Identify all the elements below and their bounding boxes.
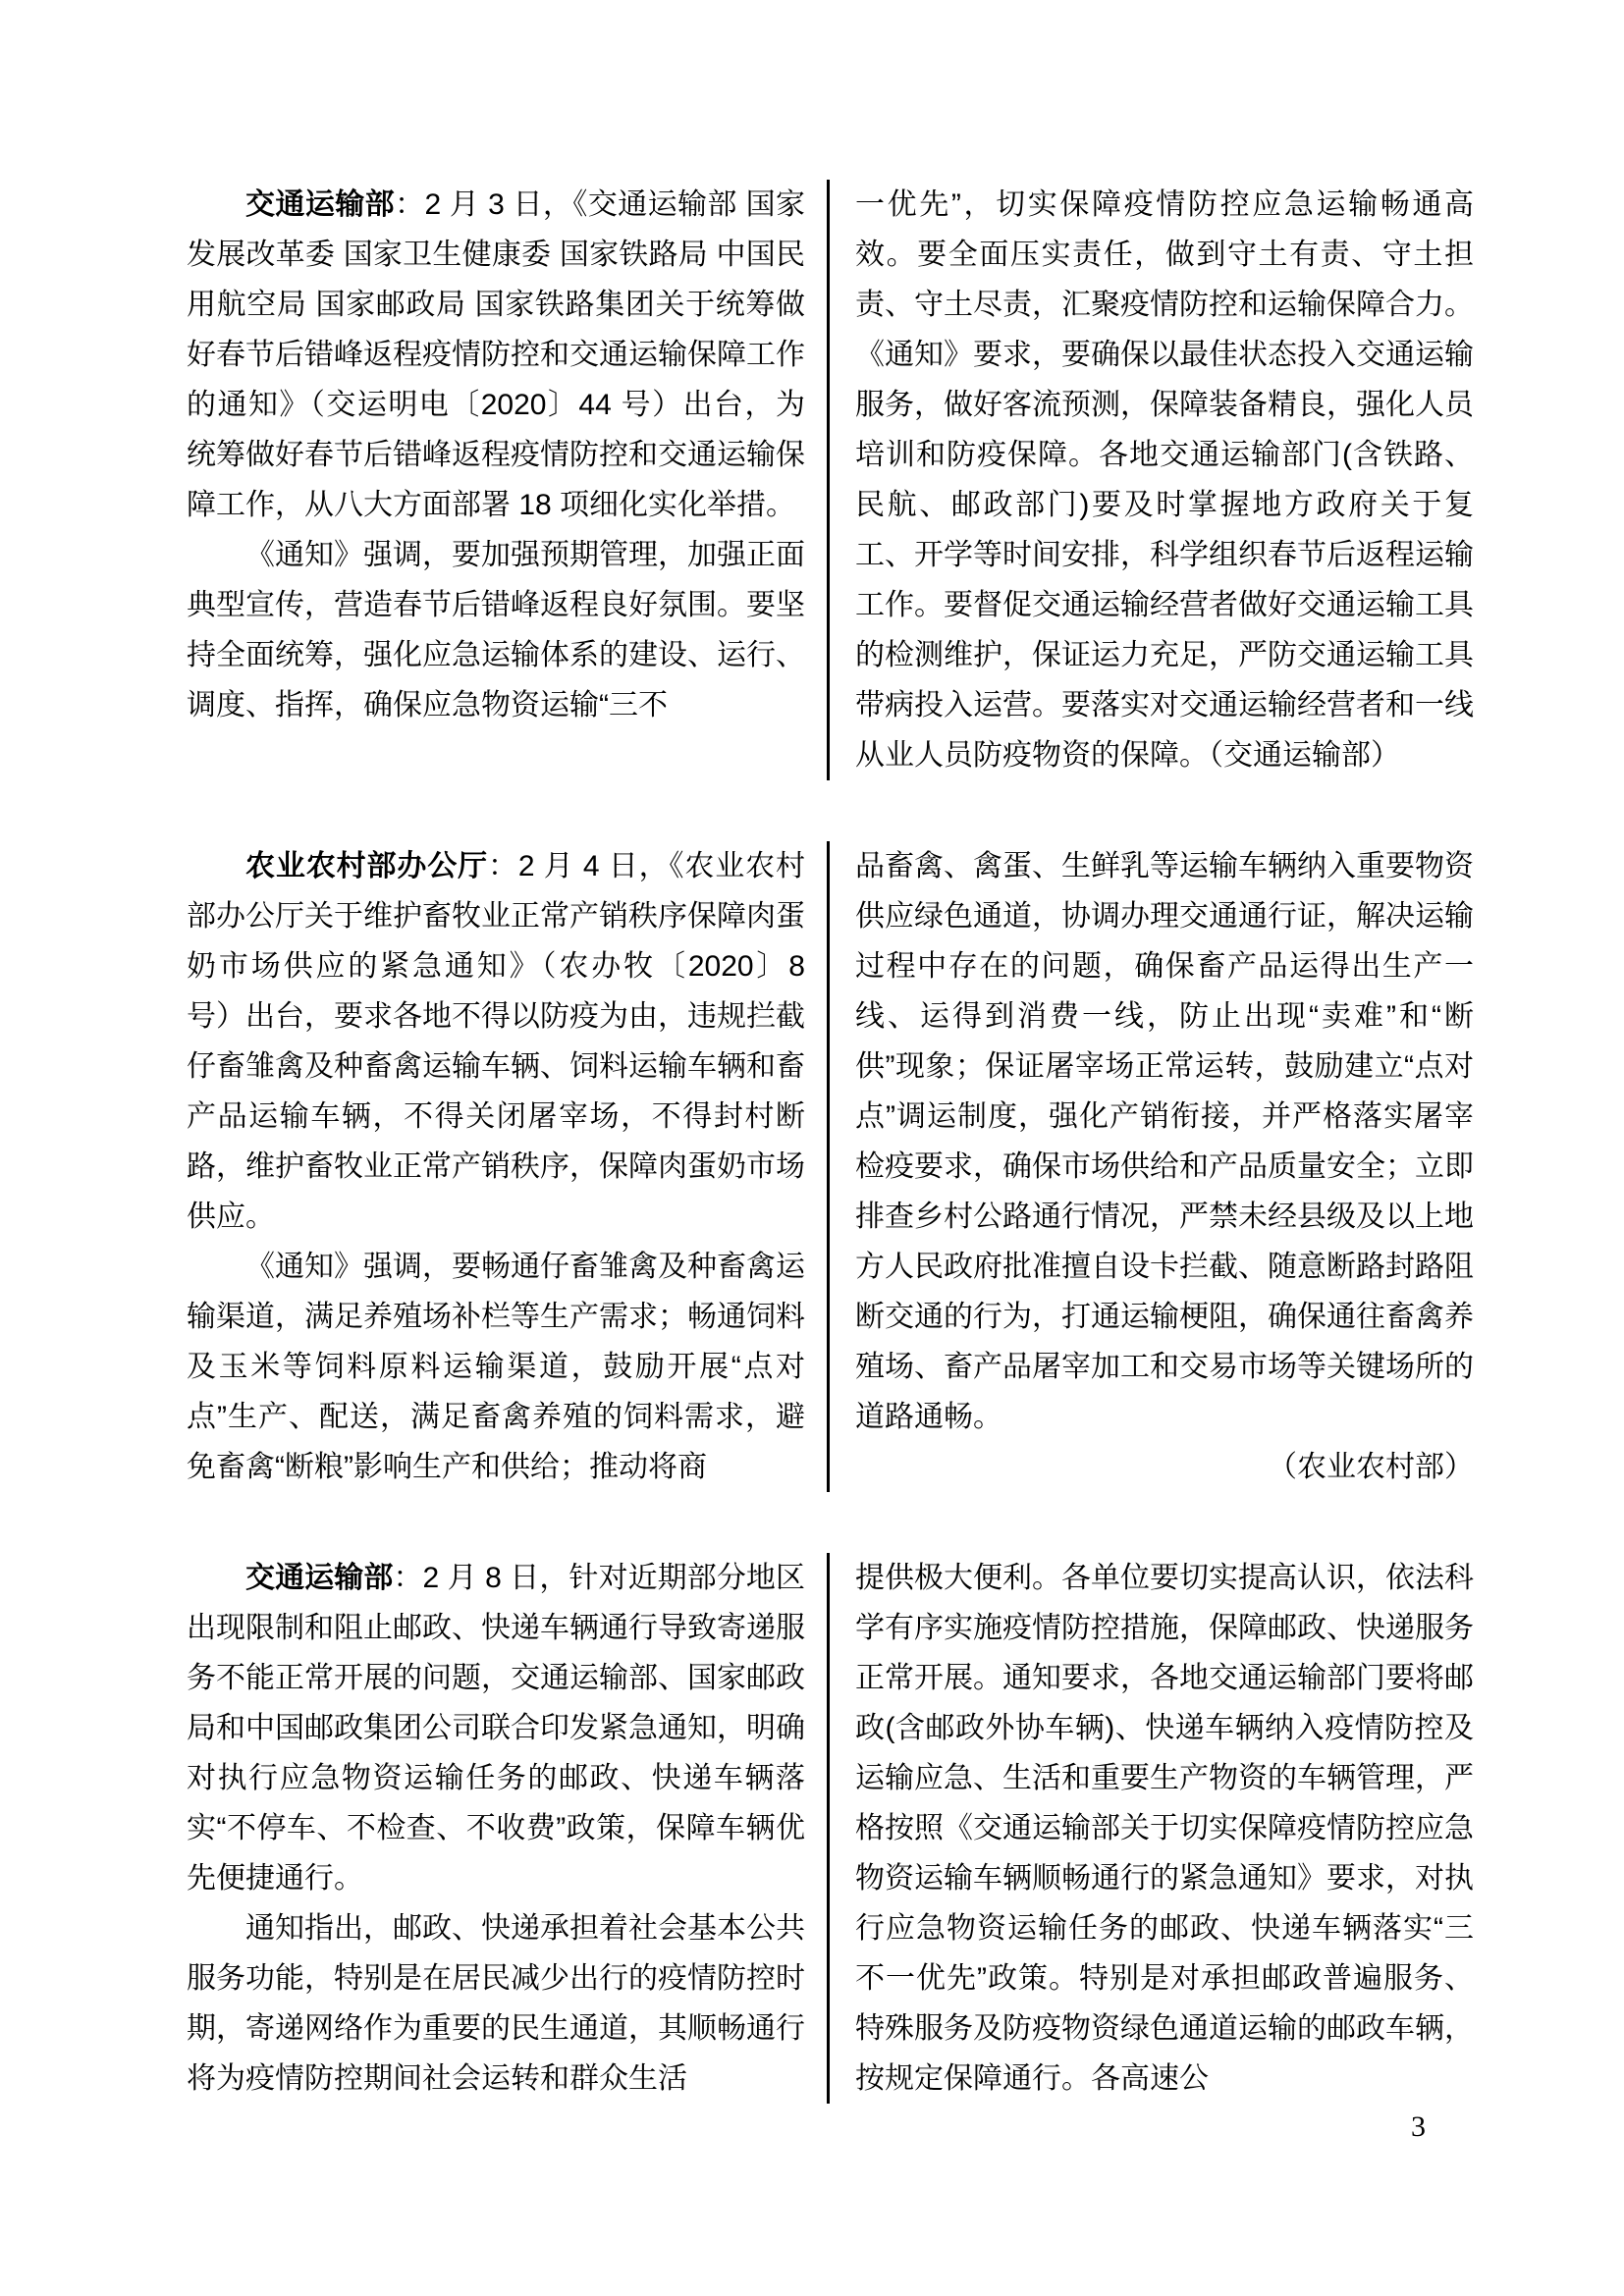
bulletin-entry [187,1553,1474,2104]
entry-left-column [187,841,805,1492]
paragraph [187,1903,805,2104]
paragraph-text: 提供极大便利。各单位要切实提高认识，依法科学有序实施疫情防控措施，保障邮政、快递服务正常开展。通知要求，各地交通运输部门要将邮政(含邮政外协车辆)、快递车辆纳入疫情防控及运输应急、生活和重要生产物资的车辆管理，严格按照《交通运输部关于切实保障疫情防控应急物资运输车辆顺畅通行的紧急通知》要求，对执行应急物资运输任务的邮政、快递车辆落实“三不一优先”政策。特别是对承担邮政普遍服务、特殊服务及防疫物资绿色通道运输的邮政车辆，按规定保障通行。各高速公 [855,1562,1474,2095]
bulletin-entry [187,180,1474,780]
paragraph-text: （农业农村部） [1268,1451,1474,1483]
paragraph-text: ：2 月 8 日，针对近期部分地区出现限制和阻止邮政、快递车辆通行导致寄递服务不能正常开展的问题，交通运输部、国家邮政局和中国邮政集团公司联合印发紧急通知，明确对执行应急物资运输任务的邮政、快递车辆落实“不停车、不检查、不收费”政策，保障车辆优先便捷通行。 [187,1562,806,1895]
lead-paragraph [187,1553,805,1903]
lead-paragraph [187,180,805,530]
paragraph [187,1242,805,1492]
bulletin-entry [187,841,1474,1492]
entry-left-column [187,1553,805,2104]
column-divider [827,1553,830,2104]
entry-right-column [855,841,1474,1492]
agency-lead: 交通运输部 [245,188,396,221]
entry-right-column [855,180,1474,780]
entry-left-column [187,180,805,780]
lead-paragraph [187,841,805,1242]
page-number: 3 [1411,2110,1426,2143]
paragraph-text: 《通知》强调，要畅通仔畜雏禽及种畜禽运输渠道，满足养殖场补栏等生产需求；畅通饲料及玉米等饲料原料运输渠道，鼓励开展“点对点”生产、配送，满足畜禽养殖的饲料需求，避免畜禽“断粮”影响生产和供给；推动将商 [187,1251,805,1483]
paragraph-text: 品畜禽、禽蛋、生鲜乳等运输车辆纳入重要物资供应绿色通道，协调办理交通通行证，解决运输过程中存在的问题，确保畜产品运得出生产一线、运得到消费一线，防止出现“卖难”和“断供”现象；保证屠宰场正常运转，鼓励建立“点对点”调运制度，强化产销衔接，并严格落实屠宰检疫要求，确保市场供给和产品质量安全；立即排查乡村公路通行情况，严禁未经县级及以上地方人民政府批准擅自设卡拦截、随意断路封路阻断交通的行为，打通运输梗阻，确保通往畜禽养殖场、畜产品屠宰加工和交易市场等关键场所的道路通畅。 [855,850,1474,1433]
paragraph-text: 一优先”，切实保障疫情防控应急运输畅通高效。要全面压实责任，做到守土有责、守土担责、守土尽责，汇聚疫情防控和运输保障合力。《通知》要求，要确保以最佳状态投入交通运输服务，做好客流预测，保障装备精良，强化人员培训和防疫保障。各地交通运输部门(含铁路、民航、邮政部门)要及时掌握地方政府关于复工、开学等时间安排，科学组织春节后返程运输工作。要督促交通运输经营者做好交通运输工具的检测维护，保证运力充足，严防交通运输工具带病投入运营。要落实对交通运输经营者和一线从业人员防疫物资的保障。（交通运输部） [855,188,1474,772]
agency-lead: 交通运输部 [245,1562,394,1594]
column-divider [827,180,830,780]
column-divider [827,841,830,1492]
paragraph-text: ：2 月 3 日，《交通运输部 国家发展改革委 国家卫生健康委 国家铁路局 中国民用航空局 国家邮政局 国家铁路集团关于统筹做好春节后错峰返程疫情防控和交通运输保障工作的通知》（交运明电〔2020〕44 号）出台，为统筹做好春节后错峰返程疫情防控和交通运输保障工作，从八大方面部署 18 项细化实化举措。 [187,188,805,521]
paragraph-text: ：2 月 4 日，《农业农村部办公厅关于维护畜牧业正常产销秩序保障肉蛋奶市场供应的紧急通知》（农办牧〔2020〕8 号）出台，要求各地不得以防疫为由，违规拦截仔畜雏禽及种畜禽运输车辆、饲料运输车辆和畜产品运输车辆，不得关闭屠宰场，不得封村断路，维护畜牧业正常产销秩序，保障肉蛋奶市场供应。 [187,850,805,1233]
paragraph-text: 通知指出，邮政、快递承担着社会基本公共服务功能，特别是在居民减少出行的疫情防控时期，寄递网络作为重要的民生通道，其顺畅通行将为疫情防控期间社会运转和群众生活 [187,1912,805,2095]
paragraph [855,841,1474,1442]
agency-lead: 农业农村部办公厅 [245,850,488,882]
paragraph [855,180,1474,780]
paragraph [855,1442,1474,1492]
paragraph [855,1553,1474,2104]
entry-right-column [855,1553,1474,2104]
paragraph [187,530,805,730]
bulletin-content [187,180,1474,2164]
paragraph-text: 《通知》强调，要加强预期管理，加强正面典型宣传，营造春节后错峰返程良好氛围。要坚持全面统筹，强化应急运输体系的建设、运行、调度、指挥，确保应急物资运输“三不 [187,539,805,721]
